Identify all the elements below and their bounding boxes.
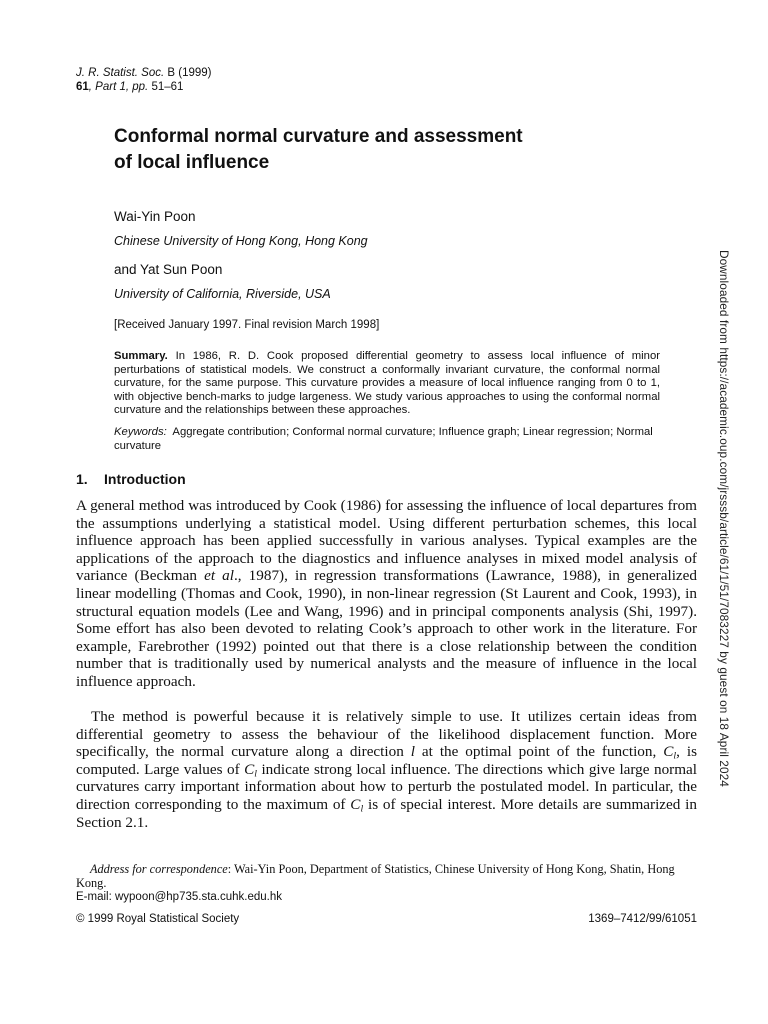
journal-part: , Part 1, pp. xyxy=(88,81,149,93)
p1-et-al: et al xyxy=(204,567,234,585)
summary xyxy=(114,350,660,418)
journal-name: J. R. Statist. Soc. xyxy=(76,67,165,79)
paper-title-line-2: of local influence xyxy=(114,152,270,173)
download-notice: Downloaded from https://academic.oup.com/jrsssb/article/61/1/51/7083227 by guest on 18 April 2024 xyxy=(717,250,731,787)
section-title: Introduction xyxy=(104,471,186,487)
journal-series: B (1999) xyxy=(167,67,212,79)
author-1-affiliation: Chinese University of Hong Kong, Hong Kong xyxy=(114,234,368,248)
address-label: Address for correspondence xyxy=(90,862,228,876)
author-2-affiliation: University of California, Riverside, USA xyxy=(114,287,331,301)
journal-volume: 61 xyxy=(76,81,89,93)
paper-title-line-1: Conformal normal curvature and assessment xyxy=(114,126,523,147)
p2-curvature-2: $C_l$ xyxy=(244,760,257,780)
issn: 1369–7412/99/61051 xyxy=(588,913,697,925)
p1-text-a: A general method was introduced by Cook (1986) for assessing the influence of local departures from the assumptions underlying a statistical model. Using different perturbation schemes, this local influence approach has been applied successfully in various analyses. Typical examples are the applications of the approach to the diagnostics and influence analyses in mixed model analysis of variance (Beckman xyxy=(76,497,697,585)
journal-citation xyxy=(76,66,212,94)
author-2-name: and Yat Sun Poon xyxy=(114,262,223,277)
summary-label: Summary. xyxy=(114,350,168,362)
p2-curvature-1: $C_l$ xyxy=(663,743,677,762)
keywords-text: Aggregate contribution; Conformal normal curvature; Influence graph; Linear regression; Normal curvature xyxy=(114,426,653,452)
p2-text-d: indicate strong local influence. The directions which give large normal curvatures carry important information about how to perturb the postulated model. In particular, the direction corresponding to the maximum of xyxy=(76,760,697,813)
p2-curvature-3: $C_l$ xyxy=(350,795,364,815)
correspondence-email: E-mail: wypoon@hp735.sta.cuhk.edu.hk xyxy=(76,891,283,903)
body-paragraph-1 xyxy=(76,497,697,691)
summary-text: In 1986, R. D. Cook proposed differential geometry to assess local influence of minor perturbations of statistical models. We construct a conformally invariant curvature, the conformal normal curvature, for the same purpose. This curvature provides a measure of local influence ranging from 0 to 1, with objective bench-marks to judge largeness. We study various approaches to using the conformal normal curvature and the relationships between these approaches. xyxy=(114,350,661,417)
body-paragraph-2 xyxy=(76,708,697,831)
p2-text-b: at the optimal point of the function, xyxy=(414,743,664,761)
address-text: : Wai-Yin Poon, Department of Statistics, Chinese University of Hong Kong, Shatin, Hong Kong. xyxy=(76,862,675,890)
section-number: 1. xyxy=(76,471,88,487)
p1-text-b: ., 1987), in regression transformations (Lawrance, 1988), in generalized linear modelling (Thomas and Cook, 1990), in non-linear regression (St Laurent and Cook, 1993), in structural equation models (Lee and Wang, 1996) and in principal components analysis (Shi, 1997). Some effort has also been devoted to relating Cook’s approach to other work in the literature. For example, Farebrother (1992) pointed out that there is a close relationship between the condition number that is traditionally used by numerical analysts and the measure of influence in the local influence approach. xyxy=(76,567,697,690)
correspondence-address xyxy=(76,862,697,904)
paper-title xyxy=(114,124,674,176)
keywords xyxy=(114,426,660,453)
section-heading xyxy=(76,471,186,487)
keywords-label: Keywords: xyxy=(114,426,167,438)
p2-text-c: , is computed. Large values of xyxy=(76,743,697,778)
p2-text-a: The method is powerful because it is relatively simple to use. It utilizes certain ideas from differential geometry to assess the behaviour of the likelihood displacement function. More specifically, the normal curvature along a direction xyxy=(76,708,697,761)
received-dates: [Received January 1997. Final revision March 1998] xyxy=(114,319,380,331)
author-1-name: Wai-Yin Poon xyxy=(114,209,196,224)
p2-text-e: is of special interest. More details are summarized in Section 2.1. xyxy=(76,795,697,831)
p2-direction-l: l xyxy=(410,743,415,761)
copyright: © 1999 Royal Statistical Society xyxy=(76,913,240,925)
journal-pages: 51–61 xyxy=(151,81,184,93)
